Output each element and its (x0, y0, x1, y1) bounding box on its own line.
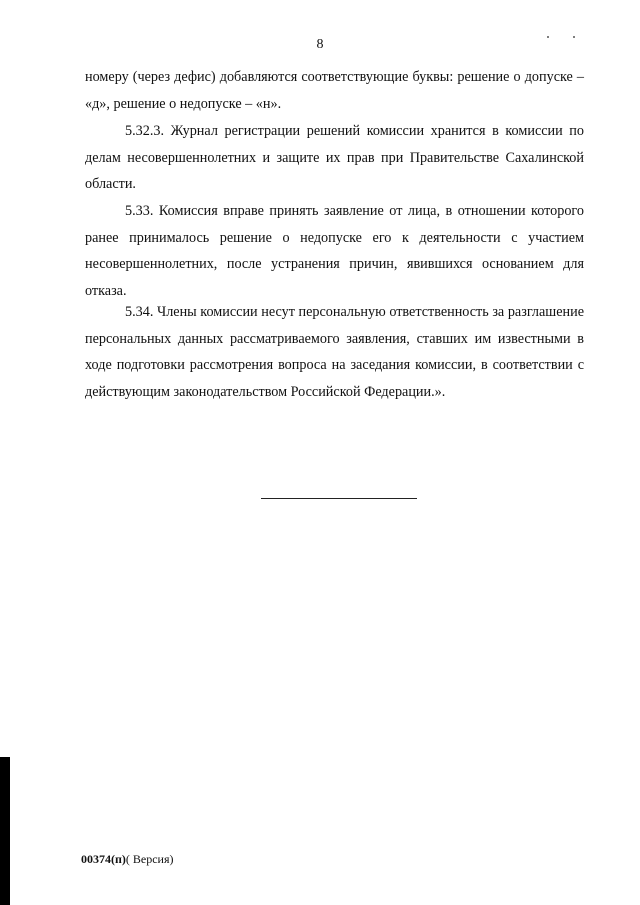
paragraph-5-34: 5.34. Члены комиссии несут персональную ответственность за разглашение персональных данных рассматриваемого заявления, ставших им известными в ходе подготовки рассмотрения вопроса на заседания комиссии, в соответствии с действующим законодательством Российской Федерации.». (85, 304, 584, 400)
scan-speck (573, 36, 575, 38)
paragraph-5-33: 5.33. Комиссия вправе принять заявление от лица, в отношении которого ранее принималось решение о недопуске его к деятельности с участием несовершеннолетних, после устранения причин, явившихся основанием для отказа. (85, 203, 584, 299)
page-number: 8 (316, 37, 324, 52)
paragraph-continuation: номеру (через дефис) добавляются соответствующие буквы: решение о допуске – «д», решение о недопуске – «н». (85, 69, 584, 112)
paragraph-5-32-3: 5.32.3. Журнал регистрации решений комиссии хранится в комиссии по делам несовершеннолетних и защите их прав при Правительстве Сахалинской области. (85, 123, 584, 192)
footer-document-code (81, 851, 174, 867)
footer-version: ( Версия) (125, 852, 174, 866)
footer-code: 00374(п) (81, 852, 126, 866)
end-divider-line (261, 498, 417, 499)
scan-edge-shadow (0, 757, 10, 905)
scan-speck (547, 36, 549, 38)
